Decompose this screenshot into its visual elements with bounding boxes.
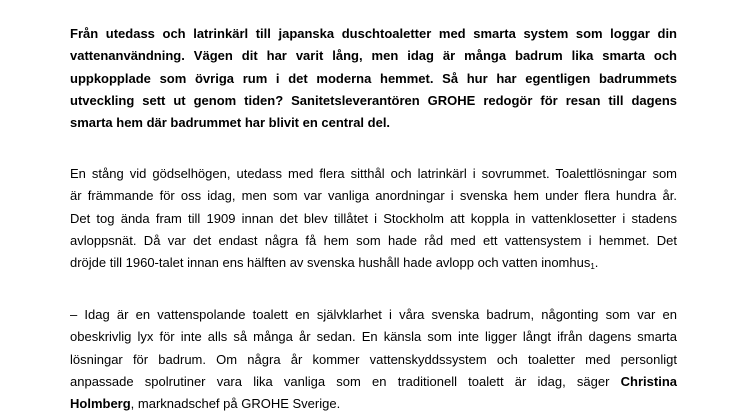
history-line-end: . — [594, 255, 599, 271]
history-line: Det tog ända fram till 1909 innan det blev tillåtet i Stockholm att koppla in vattenklosetter i stadens — [70, 210, 677, 226]
history-line: dröjde till 1960-talet innan ens hälften av svenska hushåll hade avlopp och vatten inomhus — [70, 255, 591, 271]
quote-line: obeskrivlig lyx för inte alls så många år sedan. En känsla som inte ligger långt ifrån dagens smarta — [70, 329, 677, 345]
history-paragraph — [70, 163, 677, 276]
footnote-marker: 1 — [590, 262, 595, 272]
speaker-first-name: Christina — [620, 373, 677, 389]
history-last-line — [70, 252, 677, 276]
history-line: avloppsnät. Då var det endast några få hem som hade råd med ett vattensystem i hemmet. Det — [70, 232, 677, 248]
intro-paragraph — [70, 23, 677, 134]
intro-line: utveckling sett ut genom tiden? Sanitetsleverantören GROHE redogör för resan till dagens — [70, 92, 677, 108]
history-line: En stång vid gödselhögen, utedass med flera sitthål och latrinkärl i sovrummet. Toalettlösningar som — [70, 166, 677, 181]
intro-line: Från utedass och latrinkärl till japanska duschtoaletter med smarta system som loggar din — [70, 26, 677, 41]
history-line: är främmande för oss idag, men som var vanliga anordningar i svenska hem under flera hundra år. — [70, 188, 677, 204]
quote-line: – Idag är en vattenspolande toalett en självklarhet i våra svenska badrum, någonting som var en — [70, 307, 677, 322]
quote-line-4 — [70, 371, 677, 393]
quote-line-5 — [70, 393, 677, 415]
quote-line: lösningar för badrum. Om några år kommer vattenskyddssystem och toaletter med personligt — [70, 351, 677, 367]
intro-line: smarta hem där badrummet har blivit en central del. — [70, 115, 391, 131]
intro-line: vattenanvändning. Vägen dit har varit lång, men idag är många badrum lika smarta och — [70, 48, 677, 64]
speaker-last-name: Holmberg — [70, 396, 131, 412]
quote-line-text: anpassade spolrutiner vara lika vanliga som en traditionell toalett är idag, säger — [70, 373, 610, 389]
intro-line: uppkopplade som övriga rum i det moderna hemmet. Så hur har egentligen badrummets — [70, 70, 677, 86]
quote-paragraph — [70, 304, 677, 415]
speaker-title: , marknadschef på GROHE Sverige. — [130, 396, 341, 412]
